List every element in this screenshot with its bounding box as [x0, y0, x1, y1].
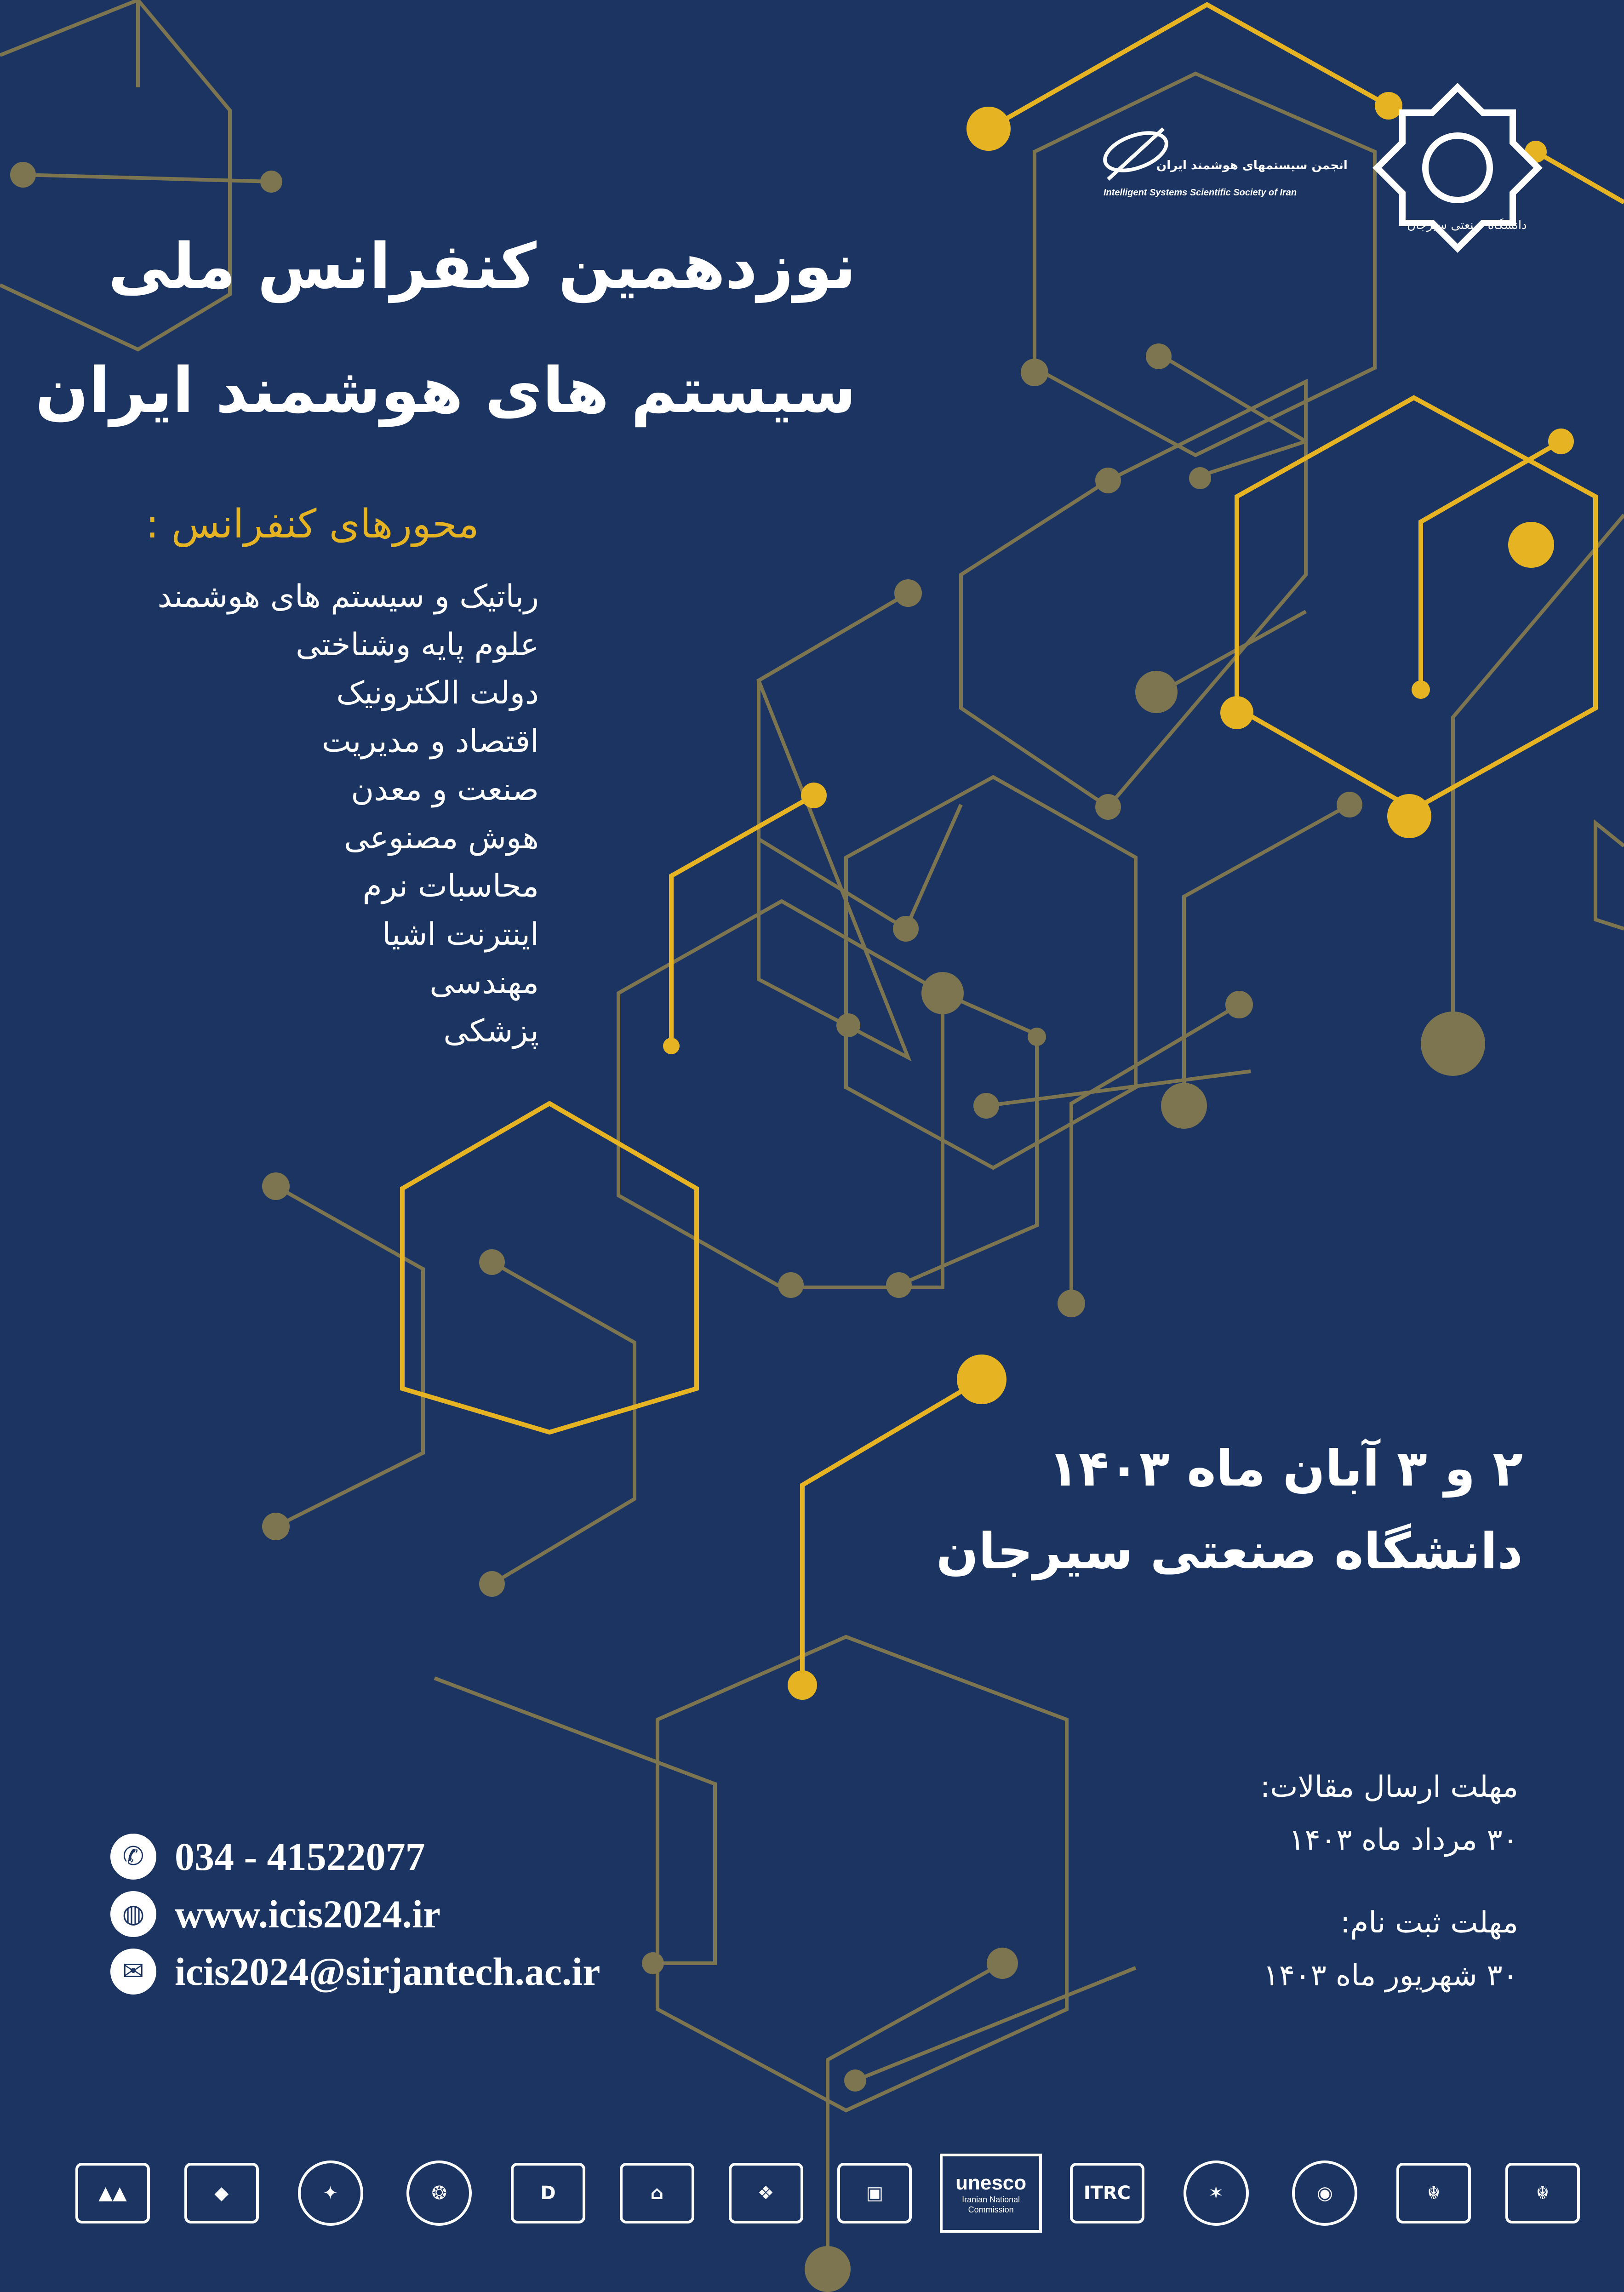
topic-item: هوش مصنوعی	[344, 820, 539, 856]
contact-email	[110, 1943, 600, 2000]
seal-logo-icon: ✦	[298, 2161, 363, 2226]
sponsor-logo	[1064, 2149, 1151, 2237]
sponsor-logos	[69, 2143, 1586, 2244]
d-logo-icon: D	[511, 2163, 585, 2223]
circle-logo-icon: ✶	[1184, 2161, 1249, 2226]
deadlines	[1260, 1761, 1518, 2002]
title-line-1: نوزدهمین کنفرانس ملی	[108, 230, 856, 303]
title-line-2: سیستم های هوشمند ایران	[35, 354, 856, 427]
topic-item: پزشکی	[443, 1013, 539, 1049]
arch-logo-icon: ⌂	[620, 2163, 694, 2223]
contact-info	[110, 1828, 600, 2000]
topic-item: علوم پایه وشناختی	[296, 627, 539, 663]
unesco-logo	[940, 2154, 1042, 2233]
unesco-label: unesco	[955, 2172, 1027, 2194]
sponsor-logo	[178, 2149, 265, 2237]
phone-number[interactable]: 034 - 41522077	[175, 1834, 425, 1879]
page-title	[35, 205, 856, 453]
registration-deadline-date: ۳۰ شهریور ماه ۱۴۰۳	[1263, 1959, 1518, 1993]
topic-item: محاسبات نرم	[362, 868, 539, 904]
kerman-university-logo-icon: ❖	[729, 2163, 803, 2223]
sponsor-logo	[1281, 2149, 1368, 2237]
vice-presidency-logo-icon: ☬	[1505, 2163, 1580, 2223]
sponsor-logo	[1172, 2149, 1260, 2237]
sponsor-logo	[613, 2149, 701, 2237]
unesco-sub-label: Iranian National Commission	[962, 2195, 1020, 2214]
papers-deadline-label: مهلت ارسال مقالات:	[1260, 1770, 1518, 1804]
mail-icon: ✉	[110, 1949, 156, 1995]
ads-logo-icon: ▲▲	[75, 2163, 150, 2223]
topic-item: اقتصاد و مدیریت	[321, 723, 539, 760]
papers-deadline-date: ۳۰ مرداد ماه ۱۴۰۳	[1289, 1823, 1518, 1857]
contact-phone	[110, 1828, 600, 1885]
itrc-logo-icon: ITRC	[1070, 2163, 1144, 2223]
topic-item: دولت الکترونیک	[336, 675, 539, 711]
sponsor-logo	[722, 2149, 810, 2237]
sponsor-logo	[69, 2149, 156, 2237]
topics-heading: محورهای کنفرانس :	[145, 501, 479, 547]
topic-item: رباتیک و سیستم های هوشمند	[157, 578, 539, 615]
emblem-logo-icon: ◆	[184, 2163, 259, 2223]
topic-item: اینترنت اشیا	[382, 916, 539, 953]
event-info	[936, 1428, 1523, 1593]
company-logo-icon: ◉	[1292, 2161, 1357, 2226]
event-venue: دانشگاه صنعتی سیرجان	[936, 1523, 1523, 1580]
sponsor-logo	[395, 2149, 483, 2237]
globe-icon: ◍	[110, 1891, 156, 1937]
iran-emblem-logo-icon: ☬	[1396, 2163, 1471, 2223]
registration-deadline-label: مهلت ثبت نام:	[1340, 1906, 1518, 1940]
topics-list	[158, 572, 539, 1055]
sponsor-logo	[504, 2149, 592, 2237]
society-name-fa: انجمن سیستمهای هوشمند ایران	[1156, 159, 1348, 172]
event-dates: ۲ و ۳ آبان ماه ۱۴۰۳	[1048, 1440, 1523, 1498]
email-link[interactable]: icis2024@sirjantech.ac.ir	[175, 1949, 600, 1994]
sponsor-logo	[1499, 2149, 1586, 2237]
society-name-en: Intelligent Systems Scientific Society of Iran	[1104, 188, 1297, 198]
art-university-logo-icon: ▣	[837, 2163, 912, 2223]
sponsor-logo	[831, 2149, 918, 2237]
phone-icon: ✆	[110, 1834, 156, 1880]
university-name: دانشگاه صنعتی سیرجان	[1407, 218, 1527, 232]
topic-item: صنعت و معدن	[351, 772, 539, 808]
sponsor-logo	[1390, 2149, 1477, 2237]
foundation-logo-icon: ❂	[406, 2161, 472, 2226]
sponsor-logo	[287, 2149, 374, 2237]
contact-website	[110, 1885, 600, 1943]
topic-item: مهندسی	[429, 965, 539, 1001]
website-link[interactable]: www.icis2024.ir	[175, 1892, 441, 1936]
